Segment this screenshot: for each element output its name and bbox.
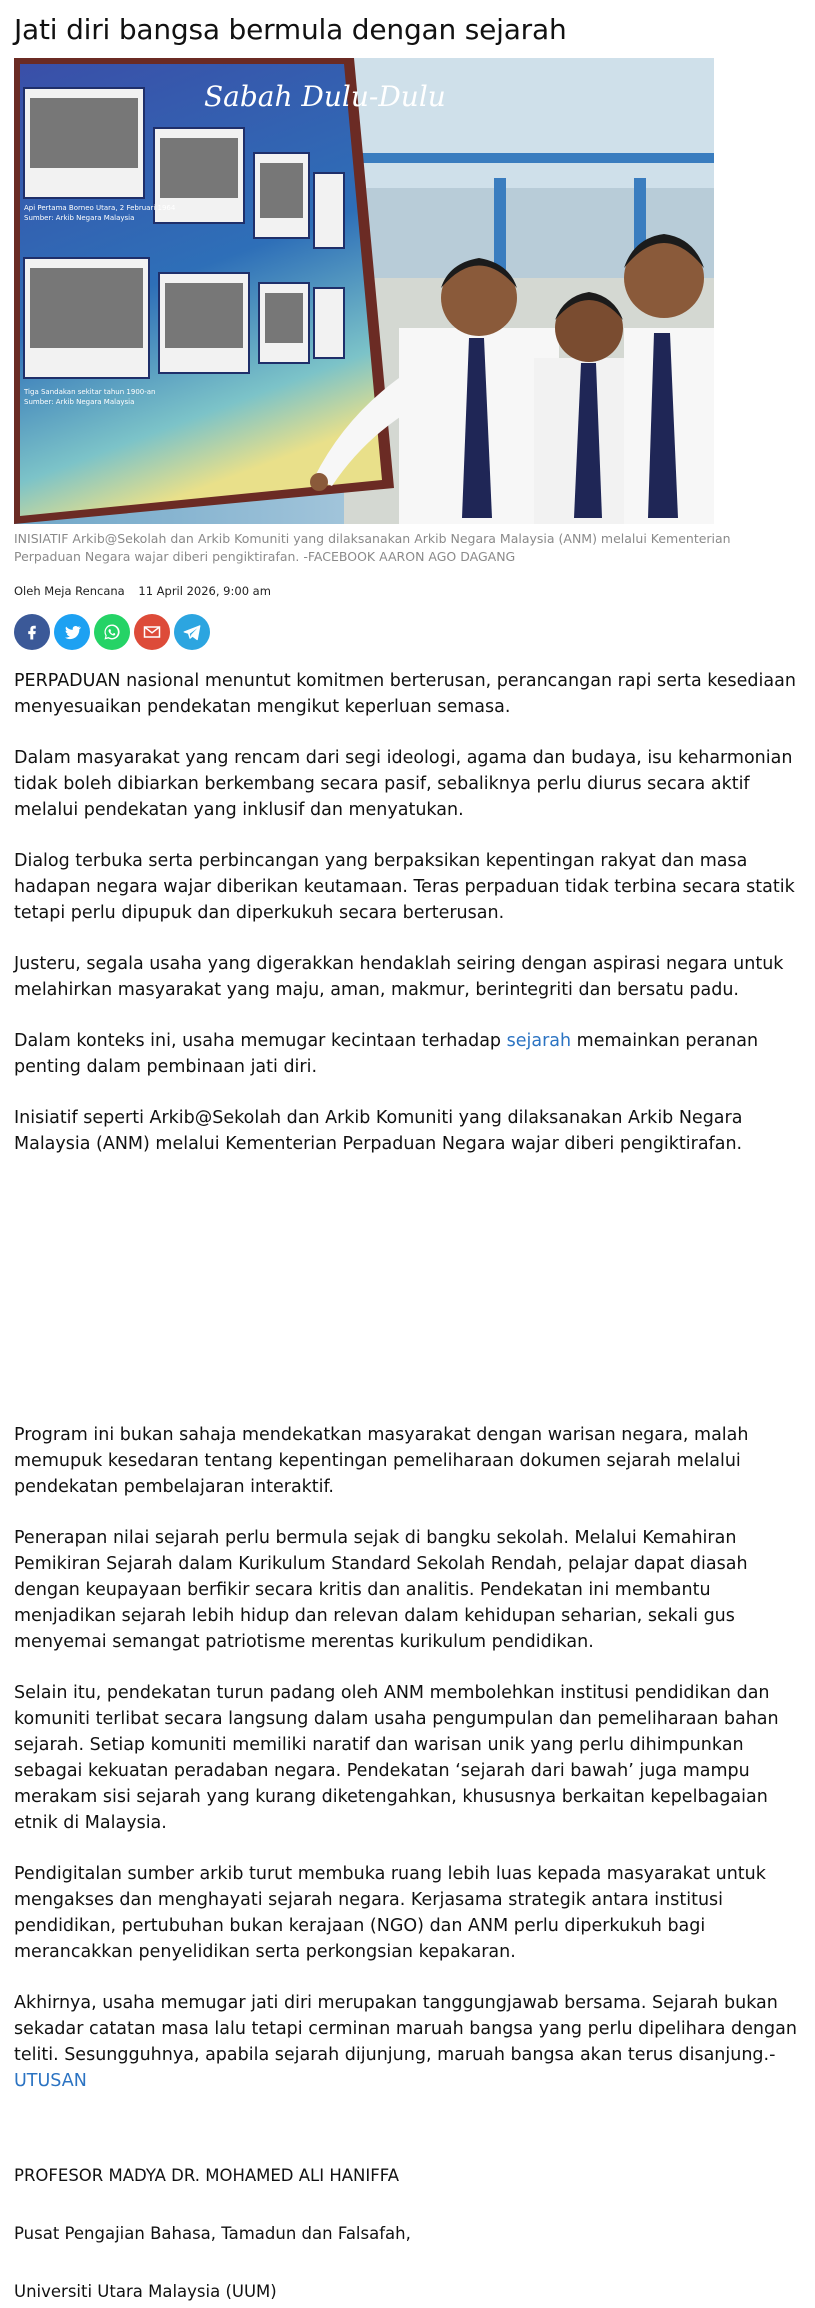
- ad-placeholder: [14, 1182, 801, 1422]
- svg-text:Tiga Sandakan sekitar tahun 19: Tiga Sandakan sekitar tahun 1900-an: [24, 388, 156, 396]
- paragraph: Dalam masyarakat yang rencam dari segi ideologi, agama dan budaya, isu keharmonian tidak boleh dibiarkan berkembang secara pasif, sebaliknya perlu diurus secara aktif melalui pendekatan yang inklusif dan menyatukan.: [14, 748, 793, 820]
- article-meta: [14, 584, 801, 598]
- share-twitter-button[interactable]: [54, 614, 90, 650]
- svg-text:Api Pertama Borneo Utara, 2 Fe: Api Pertama Borneo Utara, 2 Februari 1964: [24, 204, 176, 212]
- board-sign: [204, 80, 446, 113]
- share-facebook-button[interactable]: [14, 614, 50, 650]
- email-icon: [142, 622, 162, 642]
- student-figure: [624, 234, 714, 524]
- facebook-icon: [22, 622, 42, 642]
- article-title: Jati diri bangsa bermula dengan sejarah: [14, 13, 567, 46]
- paragraph: Selain itu, pendekatan turun padang oleh ANM membolehkan institusi pendidikan dan komuniti terlibat secara langsung dalam usaha pengumpulan dan pemeliharaan bahan sejarah. Setiap komuniti memiliki naratif dan warisan unik yang perlu dihimpunkan sebagai kekuatan peradaban negara. Pendekatan ‘sejarah dari bawah’ juga mampu merakam sisi sejarah yang kurang diketengahkan, khususnya berkaitan kepelbagaian etnik di Malaysia.: [14, 1683, 779, 1833]
- paragraph: Inisiatif seperti Arkib@Sekolah dan Arkib Komuniti yang dilaksanakan Arkib Negara Malaysia (ANM) melalui Kementerian Perpaduan Negara wajar diberi pengiktirafan.: [14, 1108, 743, 1154]
- paragraph: Dialog terbuka serta perbincangan yang berpaksikan kepentingan rakyat dan masa hadapan negara wajar diberikan keutamaan. Teras perpaduan tidak terbina secara statik tetapi perlu dipupuk dan diperkukuh secara berterusan.: [14, 851, 795, 923]
- whatsapp-icon: [102, 622, 122, 642]
- paragraph: Penerapan nilai sejarah perlu bermula sejak di bangku sekolah. Melalui Kemahiran Pemikiran Sejarah dalam Kurikulum Standard Sekolah Rendah, pelajar dapat diasah dengan keupayaan berfikir secara kritis dan analitis. Pendekatan ini membantu menjadikan sejarah lebih hidup dan relevan dalam kehidupan seharian, sekali gus menyemai semangat patriotisme merentas kurikulum pendidikan.: [14, 1528, 748, 1652]
- share-bar: [14, 614, 801, 650]
- paragraph: Pendigitalan sumber arkib turut membuka ruang lebih luas kepada masyarakat untuk mengakses dan menghayati sejarah negara. Kerjasama strategik antara institusi pendidikan, pertubuhan bukan kerajaan (NGO) dan ANM perlu diperkukuh bagi merancakkan penyelidikan serta perkongsian kepakaran.: [14, 1864, 766, 1962]
- utusan-link[interactable]: UTUSAN: [14, 2071, 87, 2091]
- svg-text:Sumber: Arkib Negara Malaysia: Sumber: Arkib Negara Malaysia: [24, 398, 135, 406]
- telegram-icon: [182, 622, 202, 642]
- article-body: [14, 668, 801, 2094]
- twitter-icon: [62, 622, 82, 642]
- paragraph: Dalam konteks ini, usaha memugar kecintaan terhadap sejarah memainkan peranan penting dalam pembinaan jati diri.: [14, 1031, 759, 1077]
- author-signature: [14, 2164, 801, 2304]
- paragraph: PERPADUAN nasional menuntut komitmen berterusan, perancangan rapi serta kesediaan menyesuaikan pendekatan mengikut keperluan semasa.: [14, 671, 796, 717]
- author-byline: Oleh Meja Rencana: [14, 584, 125, 598]
- share-email-button[interactable]: [134, 614, 170, 650]
- article-hero-image: [14, 58, 714, 524]
- paragraph: Akhirnya, usaha memugar jati diri merupakan tanggungjawab bersama. Sejarah bukan sekadar catatan masa lalu tetapi cerminan maruah bangsa yang perlu dipelihara dengan teliti. Sesungguhnya, apabila sejarah dijunjung, maruah bangsa akan terus disanjung.-UTUSAN: [14, 1993, 797, 2091]
- signature-university: Universiti Utara Malaysia (UUM): [14, 2282, 277, 2301]
- image-caption: INISIATIF Arkib@Sekolah dan Arkib Komuniti yang dilaksanakan Arkib Negara Malaysia (ANM) melalui Kementerian Perpaduan Negara wajar diberi pengiktirafan. -FACEBOOK AARON AGO DAGANG: [14, 531, 731, 564]
- sejarah-link[interactable]: sejarah: [506, 1031, 572, 1051]
- signature-department: Pusat Pengajian Bahasa, Tamadun dan Falsafah,: [14, 2224, 411, 2243]
- svg-text:Sumber: Arkib Negara Malaysia: Sumber: Arkib Negara Malaysia: [24, 214, 135, 222]
- publish-date: 11 April 2026, 9:00 am: [138, 584, 271, 598]
- share-telegram-button[interactable]: [174, 614, 210, 650]
- signature-name: PROFESOR MADYA DR. MOHAMED ALI HANIFFA: [14, 2166, 399, 2185]
- paragraph: Program ini bukan sahaja mendekatkan masyarakat dengan warisan negara, malah memupuk kesedaran tentang kepentingan pemeliharaan dokumen sejarah melalui pendekatan pembelajaran interaktif.: [14, 1425, 749, 1497]
- paragraph: Justeru, segala usaha yang digerakkan hendaklah seiring dengan aspirasi negara untuk melahirkan masyarakat yang maju, aman, makmur, berintegriti dan bersatu padu.: [14, 954, 784, 1000]
- share-whatsapp-button[interactable]: [94, 614, 130, 650]
- svg-text:Sabah Dulu-Dulu: Sabah Dulu-Dulu: [204, 80, 446, 113]
